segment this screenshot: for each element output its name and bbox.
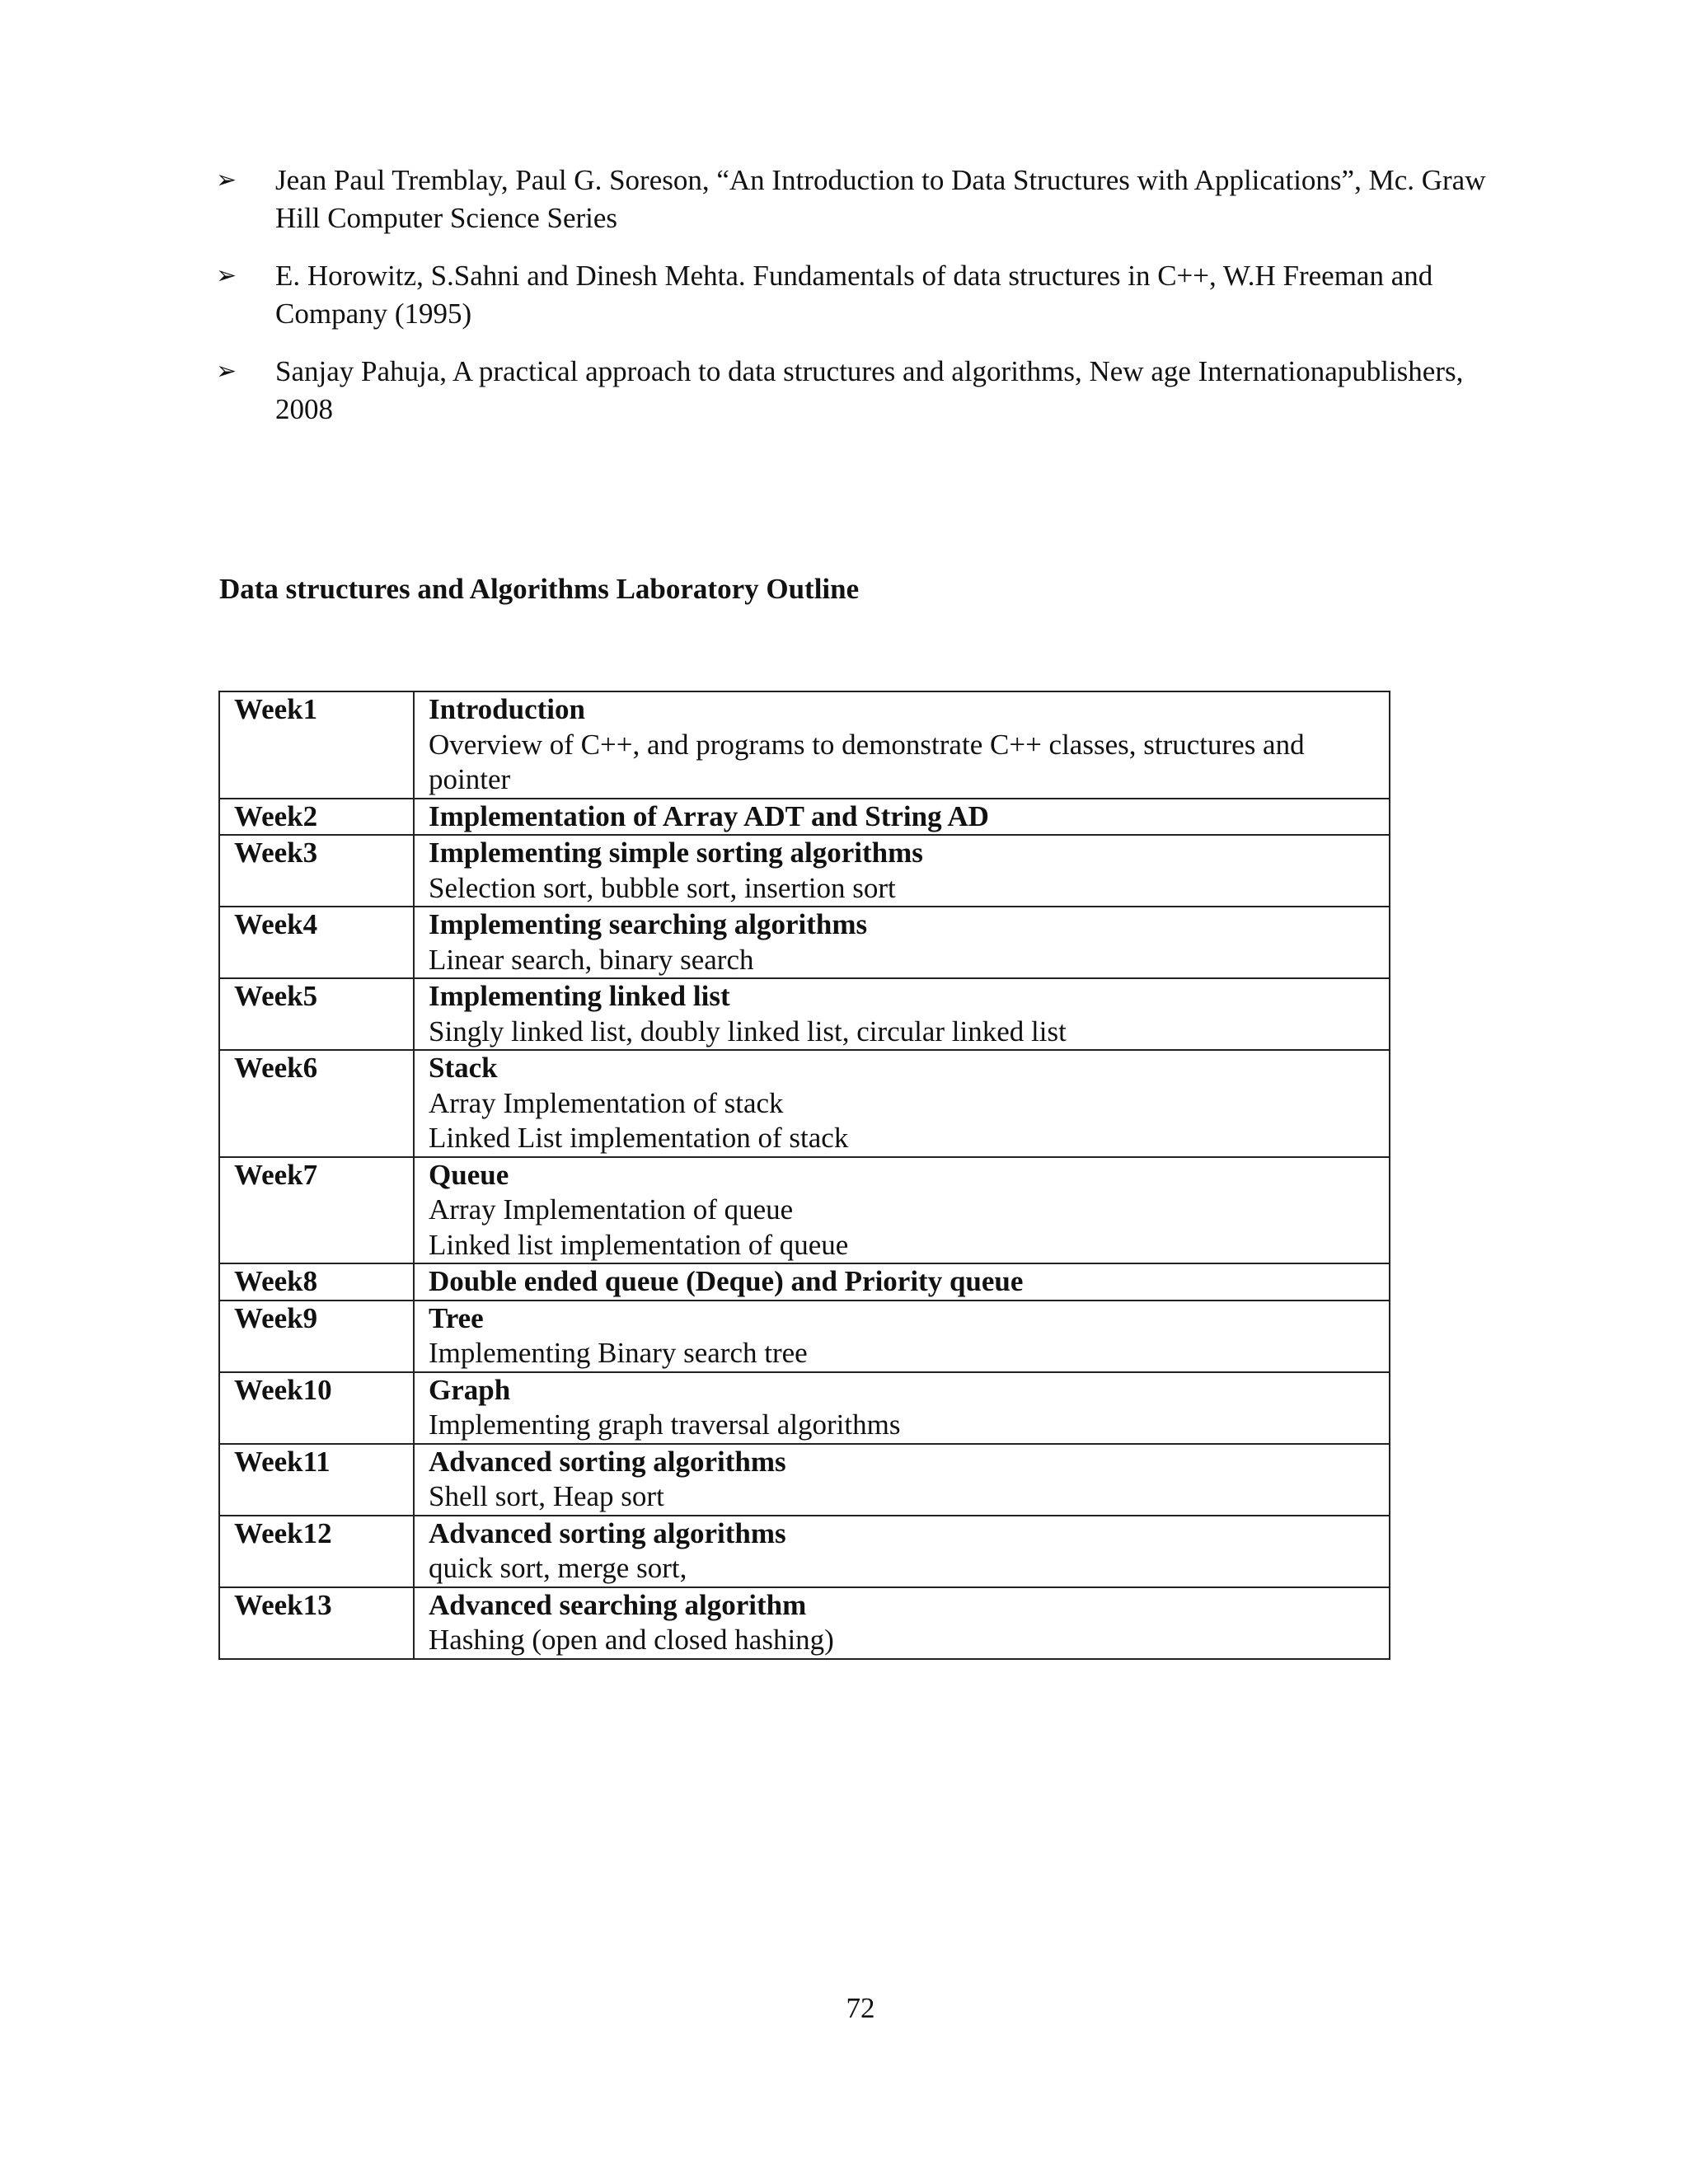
topic-detail: Implementing graph traversal algorithms (429, 1408, 901, 1441)
topic-detail: Selection sort, bubble sort, insertion sort (429, 871, 896, 904)
topic-cell (414, 1263, 1390, 1301)
reference-item (216, 162, 1502, 237)
arrow-bullet-icon: ➢ (216, 166, 237, 194)
topic-title: Graph (429, 1373, 511, 1406)
table-row (219, 1372, 1390, 1444)
topic-detail: Array Implementation of queue (429, 1193, 794, 1226)
topic-cell (414, 978, 1390, 1050)
reference-text: Sanjay Pahuja, A practical approach to data structures and algorithms, New age Internationapublishers, 2008 (275, 355, 1464, 425)
week-cell: Week3 (219, 835, 414, 907)
lab-outline-body (219, 691, 1390, 1659)
topic-cell (414, 835, 1390, 907)
week-cell: Week11 (219, 1444, 414, 1516)
topic-detail: Overview of C++, and programs to demonstrate C++ classes, structures and pointer (429, 728, 1305, 795)
topic-detail: Implementing Binary search tree (429, 1337, 808, 1369)
week-cell: Week7 (219, 1157, 414, 1264)
week-cell: Week9 (219, 1301, 414, 1372)
week-cell: Week4 (219, 907, 414, 978)
topic-detail: Array Implementation of stack (429, 1086, 784, 1119)
reference-item (216, 257, 1502, 333)
topic-title: Advanced sorting algorithms (429, 1445, 786, 1478)
table-row (219, 1301, 1390, 1372)
topic-cell (414, 1444, 1390, 1516)
arrow-bullet-icon: ➢ (216, 261, 237, 290)
topic-title: Stack (429, 1052, 498, 1084)
topic-cell (414, 1050, 1390, 1157)
topic-title: Queue (429, 1158, 509, 1191)
topic-cell (414, 1301, 1390, 1372)
week-cell: Week1 (219, 691, 414, 799)
topic-cell (414, 799, 1390, 836)
topic-detail: Hashing (open and closed hashing) (429, 1624, 834, 1656)
topic-detail: Linked List implementation of stack (429, 1122, 849, 1154)
reference-list (216, 162, 1502, 448)
section-title: Data structures and Algorithms Laboratory Outline (219, 573, 860, 605)
week-cell: Week6 (219, 1050, 414, 1157)
table-row (219, 835, 1390, 907)
topic-cell (414, 691, 1390, 799)
arrow-bullet-icon: ➢ (216, 357, 237, 386)
reference-text: Jean Paul Tremblay, Paul G. Soreson, “An Introduction to Data Structures with Applications”, Mc. Graw Hill Computer Science Series (275, 164, 1486, 234)
topic-title: Implementing linked list (429, 980, 730, 1012)
topic-title: Implementing searching algorithms (429, 908, 868, 940)
reference-text: E. Horowitz, S.Sahni and Dinesh Mehta. Fundamentals of data structures in C++, W.H Freeman and Company (1995) (275, 260, 1433, 330)
topic-title: Double ended queue (Deque) and Priority queue (429, 1265, 1024, 1297)
topic-title: Introduction (429, 693, 585, 725)
topic-title: Tree (429, 1301, 484, 1334)
topic-cell (414, 1157, 1390, 1264)
table-row (219, 1516, 1390, 1587)
week-cell: Week12 (219, 1516, 414, 1587)
table-row (219, 799, 1390, 836)
table-row (219, 1587, 1390, 1659)
week-cell: Week10 (219, 1372, 414, 1444)
topic-cell (414, 1516, 1390, 1587)
table-row (219, 1263, 1390, 1301)
table-row (219, 907, 1390, 978)
topic-detail: quick sort, merge sort, (429, 1552, 687, 1584)
topic-cell (414, 1372, 1390, 1444)
topic-detail: Singly linked list, doubly linked list, circular linked list (429, 1015, 1067, 1047)
week-cell: Week8 (219, 1263, 414, 1301)
table-row (219, 691, 1390, 799)
table-row (219, 978, 1390, 1050)
topic-title: Advanced searching algorithm (429, 1588, 807, 1621)
topic-cell (414, 1587, 1390, 1659)
week-cell: Week5 (219, 978, 414, 1050)
topic-title: Implementing simple sorting algorithms (429, 837, 923, 869)
lab-outline-table (218, 691, 1390, 1660)
topic-detail: Linked list implementation of queue (429, 1228, 849, 1261)
topic-detail: Shell sort, Heap sort (429, 1480, 664, 1512)
reference-item (216, 353, 1502, 429)
page-number: 72 (846, 1992, 875, 2024)
week-cell: Week2 (219, 799, 414, 836)
topic-cell (414, 907, 1390, 978)
week-cell: Week13 (219, 1587, 414, 1659)
table-row (219, 1050, 1390, 1157)
table-row (219, 1157, 1390, 1264)
topic-title: Implementation of Array ADT and String AD (429, 799, 989, 832)
topic-title: Advanced sorting algorithms (429, 1516, 786, 1549)
topic-detail: Linear search, binary search (429, 943, 754, 976)
table-row (219, 1444, 1390, 1516)
